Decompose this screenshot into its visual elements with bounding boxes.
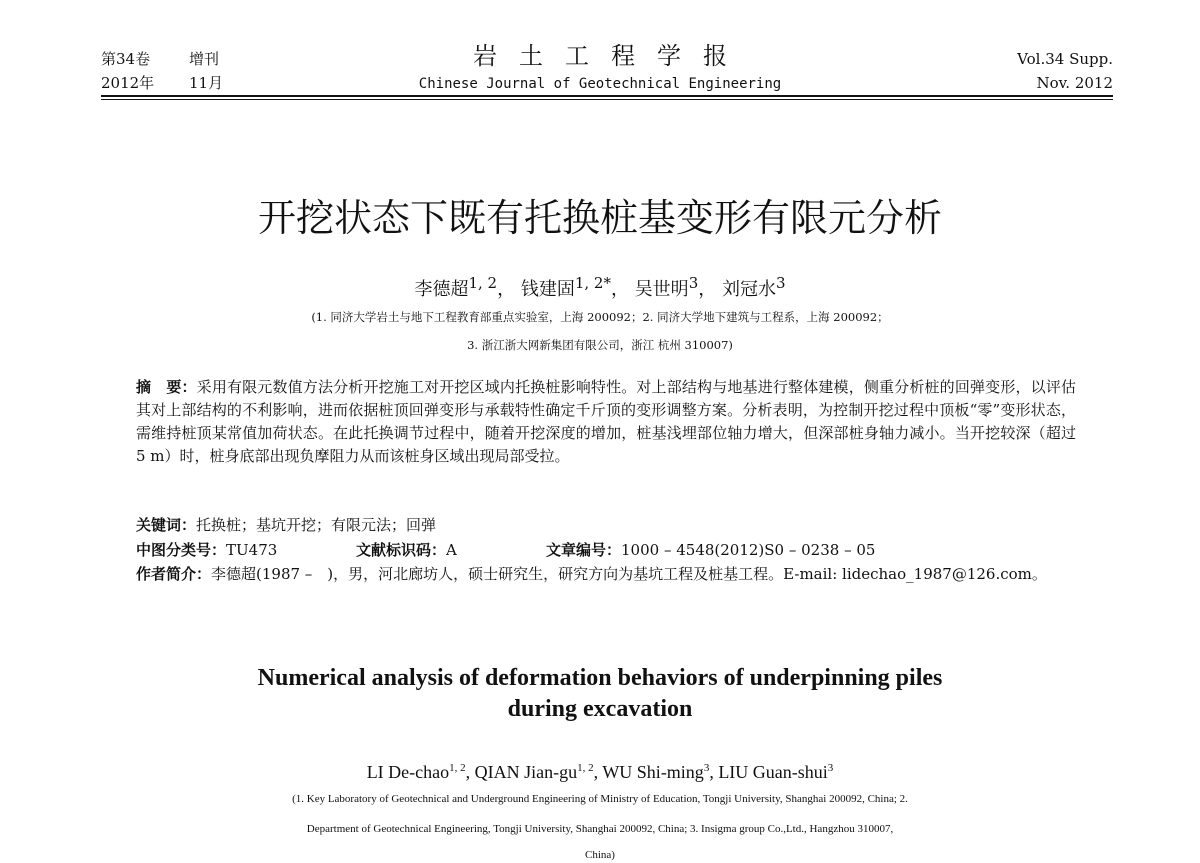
header-rule-thin [101, 99, 1113, 100]
article-number-label: 文章编号： [546, 541, 622, 559]
affiliation-cn-line2: 3. 浙江浙大网新集团有限公司，浙江 杭州 310007) [467, 338, 733, 352]
keywords-label: 关键词： [136, 516, 197, 534]
affiliation-en-line1: (1. Key Laboratory of Geotechnical and Underground Engineering of Ministry of Education, Tongji University, Shanghai 200092, China; 2. [292, 793, 908, 805]
date-en: Nov. 2012 [1036, 74, 1113, 92]
author-bio-text: 李德超(1987 – )，男，河北廊坊人，硕士研究生，研究方向为基坑工程及桩基工程。E-mail: lidechao_1987@126.com。 [211, 565, 1047, 583]
paper-title-en [0, 663, 1200, 725]
author-en: LIU Guan-shui$^3$ [718, 762, 834, 782]
author-en: QIAN Jian-gu$^{1, 2}$, [474, 762, 603, 782]
paper-title-en-line1: Numerical analysis of deformation behaviors of underpinning piles [257, 665, 943, 691]
paper-title-cn: 开挖状态下既有托换桩基变形有限元分析 [257, 196, 942, 240]
clc-label: 中图分类号： [136, 541, 227, 559]
author-en: LI De-chao$^{1, 2}$, [366, 762, 475, 782]
article-number-value: 1000 – 4548(2012)S0 – 0238 – 05 [621, 541, 876, 559]
keywords-text: 托换桩；基坑开挖；有限元法；回弹 [196, 516, 437, 534]
issue-info-en [1017, 47, 1113, 95]
author-cn: 李德超$^{1, 2}$， [414, 274, 516, 300]
journal-name [380, 40, 820, 94]
doc-code-label: 文献标识码： [356, 541, 447, 559]
header-rule-thick [101, 95, 1113, 97]
volume: 第34卷 [101, 50, 151, 68]
author-cn: 刘冠水$^3$ [721, 274, 786, 300]
author-cn: 吴世明$^3$， [634, 274, 717, 300]
keywords [136, 514, 1076, 537]
issue-info [101, 47, 223, 95]
paper-title-en-line2: during excavation [507, 696, 693, 722]
journal-name-cn: 岩土工程学报 [473, 42, 749, 70]
affiliation-cn-line1: (1. 同济大学岩土与地下工程教育部重点实验室，上海 200092；2. 同济大学地下建筑与工程系，上海 200092； [311, 310, 889, 324]
affiliation-en-line2: Department of Geotechnical Engineering, Tongji University, Shanghai 200092, China; 3. Insigma group Co.,Ltd., Hangzhou 310007, [306, 823, 894, 835]
classification [136, 539, 1076, 562]
affiliation-en-line3: China) [585, 849, 615, 861]
abstract [136, 376, 1076, 468]
author-list-cn [0, 270, 1200, 303]
abstract-text: 采用有限元数值方法分析开挖施工对开挖区域内托换桩影响特性。对上部结构与地基进行整体建模，侧重分析桩的回弹变形，以评估其对上部结构的不利影响，进而依据桩顶回弹变形与承载特性确定千斤顶的变形调整方案。分析表明，为控制开挖过程中顶板“零”变形状态，需维持桩顶某常值加荷状态。在此托换调节过程中，随着开挖深度的增加，桩基浅埋部位轴力增大，但深部桩身轴力减小。当开挖较深（超过 5 m）时，桩身底部出现负摩阻力从而该桩身区域出现局部受拉。 [136, 378, 1076, 465]
author-bio [136, 563, 1076, 586]
issue: 增刊 [189, 50, 220, 68]
author-list-en [0, 756, 1200, 784]
year: 2012年 [101, 74, 155, 92]
doc-code-value: A [446, 541, 457, 559]
author-en: WU Shi-ming$^3$, [602, 762, 719, 782]
author-cn: 钱建固$^{1, 2*}$， [520, 274, 629, 300]
author-bio-label: 作者简介： [136, 565, 212, 583]
clc-value: TU473 [226, 541, 278, 559]
volume-en: Vol.34 Supp. [1017, 50, 1113, 68]
month: 11月 [189, 74, 224, 92]
abstract-label: 摘 要： [136, 378, 197, 396]
journal-name-en: Chinese Journal of Geotechnical Engineering [418, 76, 782, 92]
